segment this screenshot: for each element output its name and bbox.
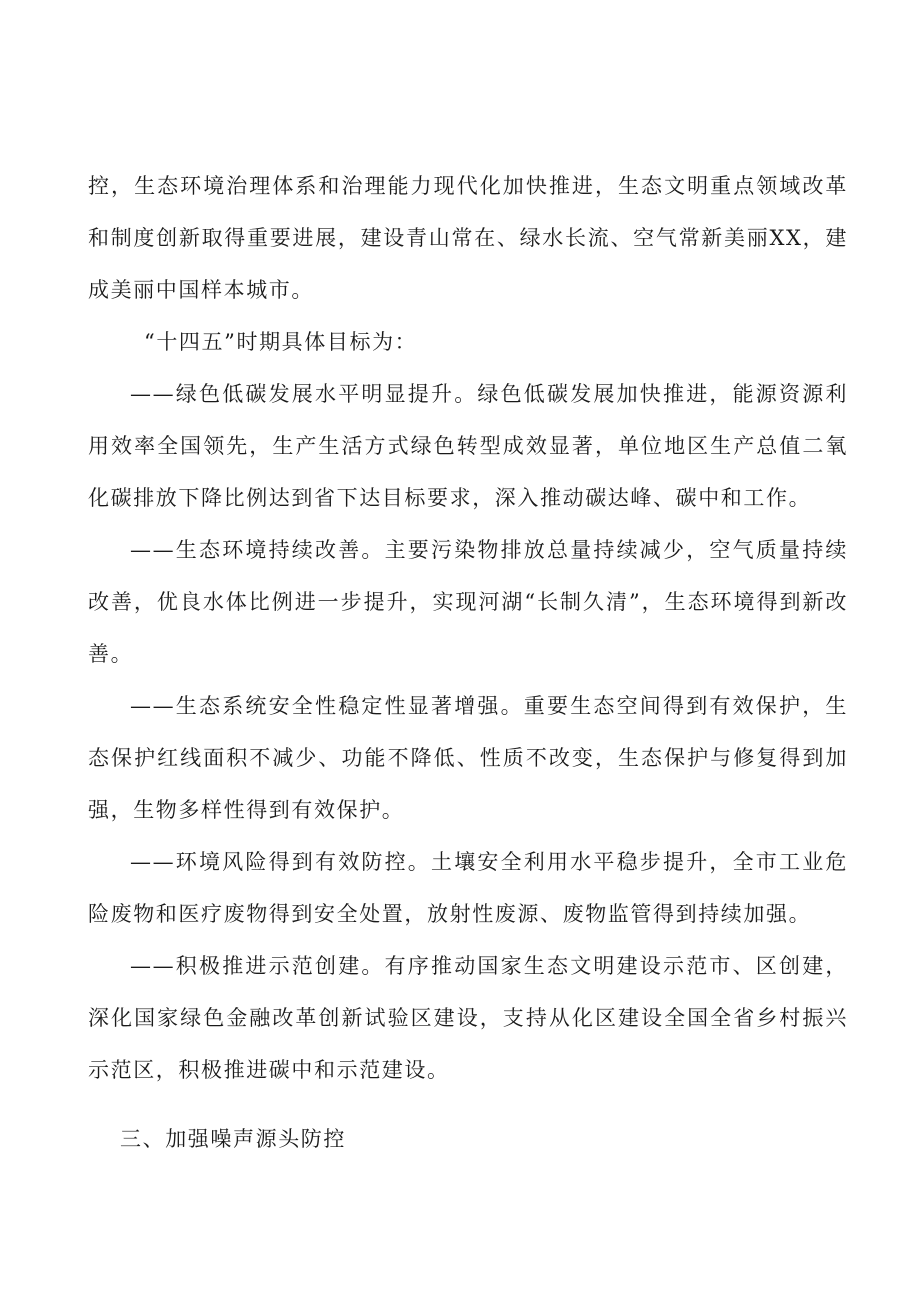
paragraph-targets-lead: “十四五”时期具体目标为：: [144, 330, 418, 354]
body-text: [88, 160, 848, 1096]
paragraph-goal-risk-control: ——环境风险得到有效防控。土壤安全利用水平稳步提升，全市工业危险废物和医疗废物得到安全处置，放射性废源、废物监管得到持续加强。: [88, 850, 848, 926]
section-heading: 三、加强噪声源头防控: [120, 1127, 346, 1151]
paragraph-intro-continuation: 控，生态环境治理体系和治理能力现代化加快推进，生态文明重点领域改革和制度创新取得重要进展，建设青山常在、绿水长流、空气常新美丽XX，建成美丽中国样本城市。: [88, 174, 848, 302]
paragraph-goal-environment: ——生态环境持续改善。主要污染物排放总量持续减少，空气质量持续改善，优良水体比例进一步提升，实现河湖“长制久清”，生态环境得到新改善。: [88, 538, 848, 666]
paragraph-goal-ecosystem: ——生态系统安全性稳定性显著增强。重要生态空间得到有效保护，生态保护红线面积不减少、功能不降低、性质不改变，生态保护与修复得到加强，生物多样性得到有效保护。: [88, 694, 848, 822]
paragraph-goal-green-low-carbon: ——绿色低碳发展水平明显提升。绿色低碳发展加快推进，能源资源利用效率全国领先，生产生活方式绿色转型成效显著，单位地区生产总值二氧化碳排放下降比例达到省下达目标要求，深入推动碳达峰、碳中和工作。: [88, 382, 848, 510]
paragraph-goal-demonstration: ——积极推进示范创建。有序推动国家生态文明建设示范市、区创建，深化国家绿色金融改革创新试验区建设，支持从化区建设全国全省乡村振兴示范区，积极推进碳中和示范建设。: [88, 954, 848, 1082]
